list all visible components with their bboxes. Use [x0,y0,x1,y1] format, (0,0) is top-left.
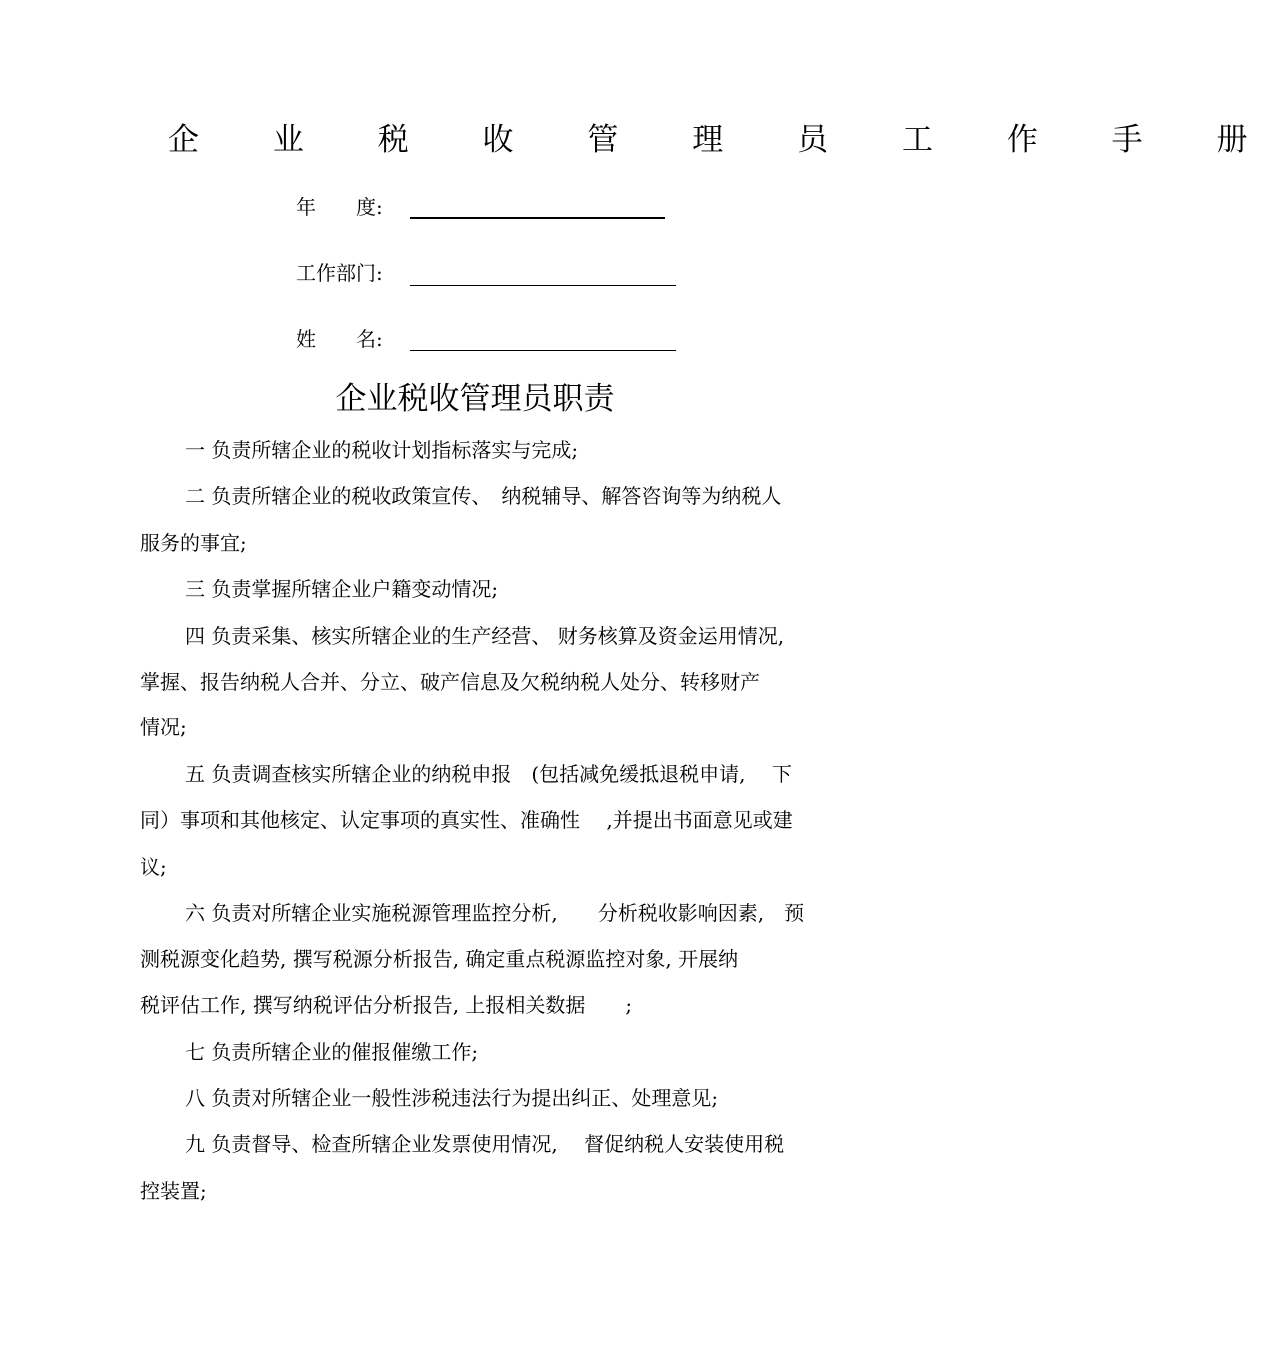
duty-line: 控装置; [140,1179,207,1203]
duty-line: 一 负责所辖企业的税收计划指标落实与完成; [185,438,579,462]
name-blank-line [410,350,676,351]
duty-line: 六 负责对所辖企业实施税源管理监控分析, 分析税收影响因素, 预 [185,901,805,925]
section-title: 企业税收管理员职责 [335,381,615,417]
duty-line: 七 负责所辖企业的催报催缴工作; [185,1040,479,1064]
name-label: 姓 名: [296,327,383,351]
duty-line: 情况; [140,715,187,739]
duty-line: 同）事项和其他核定、认定事项的真实性、准确性 ,并提出书面意见或建 [140,808,793,832]
duty-line: 测税源变化趋势, 撰写税源分析报告, 确定重点税源监控对象, 开展纳 [140,947,739,971]
duty-line: 三 负责掌握所辖企业户籍变动情况; [185,577,499,601]
year-label: 年 度: [296,195,383,219]
department-blank-line [410,285,676,286]
document-title: 企 业 税 收 管 理 员 工 作 手 册 [168,122,1280,158]
duty-line: 五 负责调查核实所辖企业的纳税申报 (包括减免缓抵退税申请, 下 [185,762,792,786]
duty-line: 二 负责所辖企业的税收政策宣传、 纳税辅导、解答咨询等为纳税人 [185,484,782,508]
duty-line: 掌握、报告纳税人合并、分立、破产信息及欠税纳税人处分、转移财产 [140,670,760,694]
duty-line: 税评估工作, 撰写纳税评估分析报告, 上报相关数据 ; [140,993,633,1017]
duty-line: 八 负责对所辖企业一般性涉税违法行为提出纠正、处理意见; [185,1086,719,1110]
duty-line: 四 负责采集、核实所辖企业的生产经营、 财务核算及资金运用情况, [185,624,785,648]
duty-line: 服务的事宜; [140,531,247,555]
duty-line: 九 负责督导、检查所辖企业发票使用情况, 督促纳税人安装使用税 [185,1132,785,1156]
duty-line: 议; [140,855,167,879]
year-blank-line [410,217,665,219]
department-label: 工作部门: [296,261,383,285]
